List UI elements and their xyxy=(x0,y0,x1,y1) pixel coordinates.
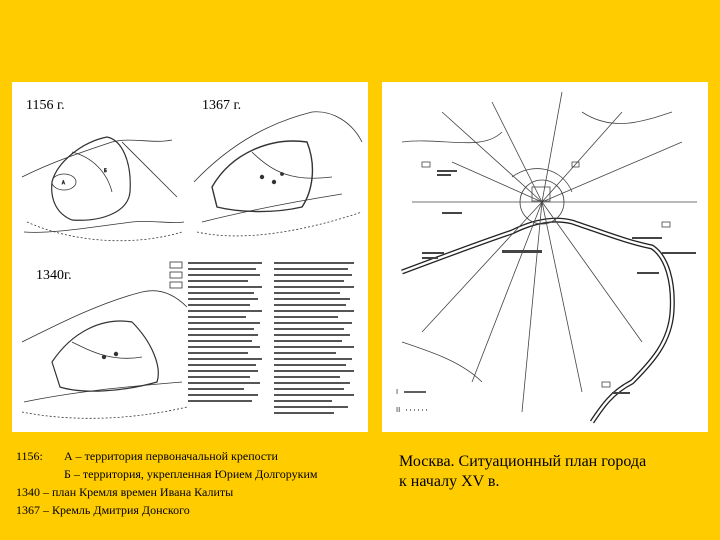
caption-row-4: 1367 – Кремль Дмитрия Донского xyxy=(16,503,190,517)
caption-row-3: 1340 – план Кремля времен Ивана Калиты xyxy=(16,485,234,499)
printed-legend-text xyxy=(188,262,354,414)
moscow-situational-map xyxy=(382,82,708,432)
moscow-map-drawing xyxy=(382,82,708,432)
svg-text:Б: Б xyxy=(104,168,107,173)
map-legend xyxy=(396,388,428,414)
caption-row-1 xyxy=(16,447,318,465)
caption-row-2 xyxy=(16,465,318,483)
plan-1156-map xyxy=(22,137,184,241)
plan-1367-map xyxy=(194,112,362,236)
svg-text:А: А xyxy=(62,180,65,185)
caption-key-1156: 1156: xyxy=(16,449,43,463)
caption-territory-b: Б – территория, укрепленная Юрием Долгоруким xyxy=(64,467,318,481)
label-year-1156: 1156 г. xyxy=(26,98,65,113)
kremlin-plans-drawing xyxy=(12,82,368,432)
right-caption-line-1: Москва. Ситуационный план города xyxy=(399,453,647,470)
svg-text:I: I xyxy=(396,388,399,396)
kremlin-plans-panel xyxy=(12,82,368,432)
svg-text:II: II xyxy=(396,406,401,414)
right-caption-line-2: к началу XV в. xyxy=(399,473,500,490)
label-year-1367: 1367 г. xyxy=(202,98,242,113)
plan-1340-map xyxy=(22,291,187,419)
caption-territory-a: А – территория первоначальной крепости xyxy=(64,449,278,463)
right-caption xyxy=(399,452,646,492)
left-caption xyxy=(16,447,318,519)
label-year-1340: 1340г. xyxy=(36,268,72,283)
